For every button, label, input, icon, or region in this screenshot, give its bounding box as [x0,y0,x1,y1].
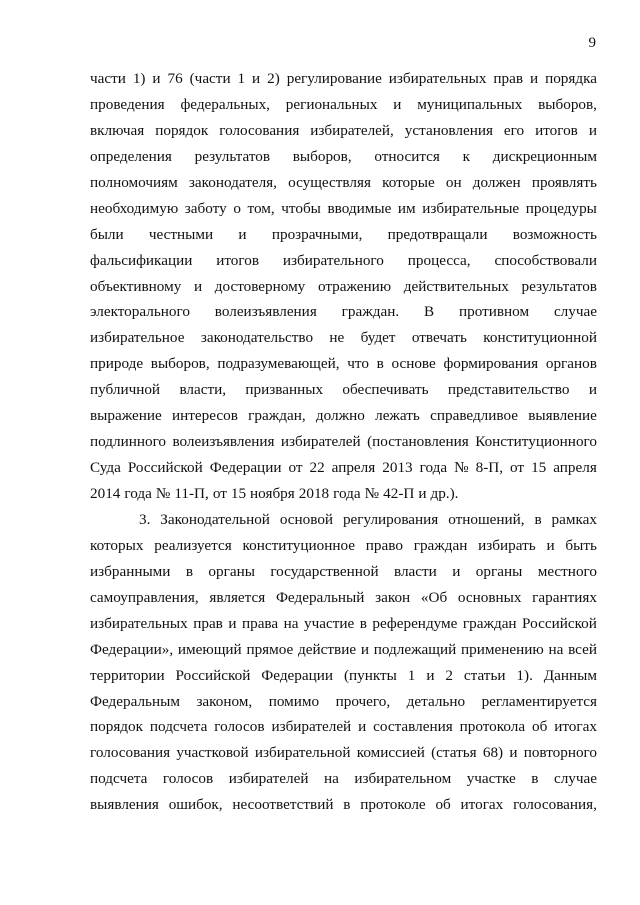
word: участие [304,614,355,632]
word: права [241,614,279,632]
word: 1). [516,666,533,684]
word: установления [404,121,493,139]
word: (статья [431,744,477,762]
word: достоверному [214,277,306,295]
word: возможность [512,225,597,243]
word: власти [394,562,437,580]
word: в [534,510,542,528]
word: Федеральный [275,588,365,606]
word: результатов [194,147,271,165]
word: голосов [214,718,265,736]
text-line [90,377,597,403]
word: Федерации [261,666,334,684]
word: года [124,485,152,502]
word: Федерации [209,459,282,477]
word: регулирование [286,70,382,87]
word: применению [461,640,544,658]
text-line [90,144,597,170]
word: граждан [462,614,517,632]
word: 2014 [90,485,121,502]
word: 2) [267,70,280,87]
word: итогов [216,251,260,269]
word: избирательное [90,329,185,347]
word: в [376,355,384,373]
word: случае [553,303,597,321]
text-line [90,611,597,637]
word: 2018 [298,485,330,502]
text-line [90,663,597,689]
word: и [193,277,203,295]
text-line [90,92,597,118]
word: апреля [553,459,597,477]
word: формирования [443,355,539,373]
word: № [454,459,469,477]
word: отношений, [448,510,525,528]
word: прочего, [335,692,391,710]
word: и [509,744,518,762]
word: выборов, [292,147,352,165]
word: Федерации», [90,640,174,658]
word: основой [279,510,334,528]
word: обеспечивать [342,381,429,399]
word: в [343,796,351,814]
word: осуществляя [288,173,371,191]
word: электорального [90,303,190,321]
word: в [185,562,193,580]
text-line [90,766,597,792]
word: им [397,199,416,217]
word: об [531,718,548,736]
word: выявления [90,796,159,814]
word: волеизъявления [172,433,275,451]
text-line [90,481,597,507]
word: должно [315,407,365,425]
text-line [90,248,597,274]
word: не [329,329,345,347]
word: несоответствий [232,796,334,814]
word: избранными [90,562,171,580]
word: избирательные [422,199,520,217]
word: законодательство [200,329,314,347]
word: прав [493,70,524,87]
word: проведения [90,95,165,113]
word: Российской [175,666,251,684]
word: избирательного [282,251,384,269]
word: избирательном [354,770,452,788]
word: голосования, [513,796,597,814]
word: способствовали [494,251,597,269]
word: всей [568,640,597,658]
text-line [90,637,597,663]
word: прямое [246,640,294,658]
word: в [359,614,367,632]
word: голосования [90,744,171,762]
word: Российской [127,459,203,477]
word: повторного [523,744,597,762]
word: и [546,536,555,554]
word: итогах [554,718,597,736]
word: голосования [219,121,300,139]
word: № [155,485,171,502]
word: года [419,459,448,477]
word: 1 [407,666,416,684]
word: действительных [403,277,509,295]
word: интересов [172,407,238,425]
word: и [588,381,597,399]
word: муниципальных [417,95,523,113]
word: о [233,199,241,217]
word: граждан. [341,303,400,321]
word: власти, [179,381,227,399]
word: Данным [543,666,597,684]
text-line [90,66,597,92]
word: избирать [478,536,536,554]
word: фальсификации [90,251,193,269]
word: граждан, [248,407,306,425]
word: участке [466,770,516,788]
word: законодателя, [188,173,277,191]
word: региональных [285,95,378,113]
word: 1 [237,70,246,87]
word: противном [458,303,530,321]
word: самоуправления, [90,588,199,606]
word: территории [90,666,165,684]
word: конституционное [242,536,355,554]
word: в [531,770,539,788]
word: местного [537,562,597,580]
word: он [445,173,462,191]
word: Российской [522,614,597,632]
word: федеральных, [180,95,270,113]
word: др.). [430,485,459,502]
word: призванных [245,381,324,399]
text-line [90,714,597,740]
word: и [152,70,161,87]
word: справедливое [430,407,518,425]
word: протоколе [360,796,426,814]
word: имеющий [177,640,242,658]
word: составления [373,718,453,736]
word: 15 [531,459,547,477]
word: его [503,121,525,139]
word: 1) [132,70,146,87]
word: «Об [420,588,448,606]
word: избирательных [388,70,487,87]
word: и [360,640,369,658]
text-line [90,325,597,351]
word: результатов [521,277,597,295]
body-text [90,66,597,818]
text-line [90,274,597,300]
text-line [90,559,597,585]
word: выражение [90,407,162,425]
text-line [90,689,597,715]
word: В [423,303,435,321]
word: основе [391,355,436,373]
word: чтобы [281,199,321,217]
word: на [548,640,564,658]
word: процесса, [407,251,471,269]
word: регулирования [342,510,439,528]
word: 76 [167,70,183,87]
word: избирательных [90,614,188,632]
word: органы [208,562,255,580]
word: от [510,459,525,477]
word: избирателей [228,770,309,788]
word: № [364,485,380,502]
word: органы [475,562,523,580]
word: порядка [545,70,597,87]
word: и [452,562,461,580]
word: выборов, [150,355,210,373]
word: итогов [535,121,578,139]
word: голосов [162,770,214,788]
word: регламентируется [481,692,597,710]
word: необходимую [90,199,179,217]
word: Законодательной [160,510,270,528]
text-line [90,222,597,248]
word: подлежащий [373,640,457,658]
word: протокола [459,718,526,736]
word: (постановления [367,433,469,451]
word: прав [193,614,223,632]
word: об [435,796,451,814]
word: избирательной [254,744,351,762]
word: прозрачными, [271,225,363,243]
word: должен [472,173,521,191]
word: избирателей, [310,121,394,139]
word: дискреционным [492,147,597,165]
word: (пункты [343,666,397,684]
word: Конституционного [475,433,597,451]
word: представительство [447,381,570,399]
word: и [393,95,402,113]
word: граждан [413,536,468,554]
word: случае [553,770,597,788]
word: 2 [445,666,453,684]
text-line [90,533,597,559]
word: будет [360,329,396,347]
word: гарантиях [532,588,597,606]
word: основных [457,588,522,606]
word: что [347,355,369,373]
word: лежать [375,407,420,425]
word: и [228,614,237,632]
word: Федеральным [90,692,180,710]
word: (части [189,70,231,87]
word: 15 [230,485,247,502]
word: и [252,70,261,87]
word: предотвращали [387,225,488,243]
text-line [90,196,597,222]
word: помимо [268,692,320,710]
text-line [90,507,597,533]
word: действие [298,640,357,658]
word: 22 [309,459,325,477]
text-line [90,351,597,377]
word: и [530,70,539,87]
word: на [323,770,339,788]
word: к [462,147,471,165]
word: и [238,225,247,243]
word: законом, [196,692,253,710]
text-line [90,792,597,818]
word: порядок [90,718,144,736]
word: ноября [250,485,295,502]
word: конституционной [483,329,597,347]
word: которые [382,173,435,191]
word: 2013 [382,459,413,477]
word: на [283,614,299,632]
word: полномочиям [90,173,178,191]
word: избирателей [271,718,352,736]
word: года [333,485,361,502]
word: были [90,225,124,243]
word: 68) [482,744,504,762]
word: и [426,666,435,684]
word: которых [90,536,144,554]
word: является [209,588,266,606]
word: порядок [155,121,209,139]
word: честными [148,225,214,243]
word: волеизъявления [214,303,317,321]
word: органов [545,355,597,373]
word: природе [90,355,144,373]
word: статьи [463,666,506,684]
word: ошибок, [168,796,223,814]
word: от [288,459,303,477]
text-line [90,455,597,481]
word: 42-П [383,485,415,502]
word: рамках [551,510,597,528]
word: заботу [184,199,227,217]
word: государственной [270,562,379,580]
word: 8-П, [475,459,504,477]
text-line [90,740,597,766]
word: подсчета [149,718,208,736]
word: апреля [331,459,376,477]
word: определения [90,147,172,165]
word: и [418,485,427,502]
word: комиссией [356,744,425,762]
text-line [90,118,597,144]
page-number: 9 [588,35,596,51]
word: закон [375,588,411,606]
word: избирателей [280,433,361,451]
word: подразумевающей, [217,355,340,373]
word: том, [247,199,275,217]
word: относится [374,147,440,165]
word: части [90,70,126,87]
word: объективному [90,277,182,295]
word: от [212,485,227,502]
text-line [90,585,597,611]
word: выборов, [538,95,597,113]
word: референдуме [372,614,458,632]
word: отражению [317,277,392,295]
word: публичной [90,381,161,399]
word: процедуры [525,199,597,217]
word: подсчета [90,770,148,788]
word: участковой [176,744,249,762]
text-line [90,403,597,429]
word: включая [90,121,145,139]
word: вводимые [327,199,392,217]
word: реализуется [154,536,232,554]
word: Суда [90,459,121,477]
word: и [358,718,367,736]
word: отвечать [411,329,467,347]
word: подлинного [90,433,167,451]
text-line [90,429,597,455]
text-line [90,299,597,325]
word: детально [406,692,466,710]
word: и [588,121,597,139]
word: выявление [528,407,597,425]
word: проявлять [531,173,597,191]
word: быть [565,536,597,554]
word: право [365,536,403,554]
word: итогах [460,796,504,814]
word: 3. [139,510,151,528]
text-line [90,170,597,196]
word: 11-П, [174,485,209,502]
